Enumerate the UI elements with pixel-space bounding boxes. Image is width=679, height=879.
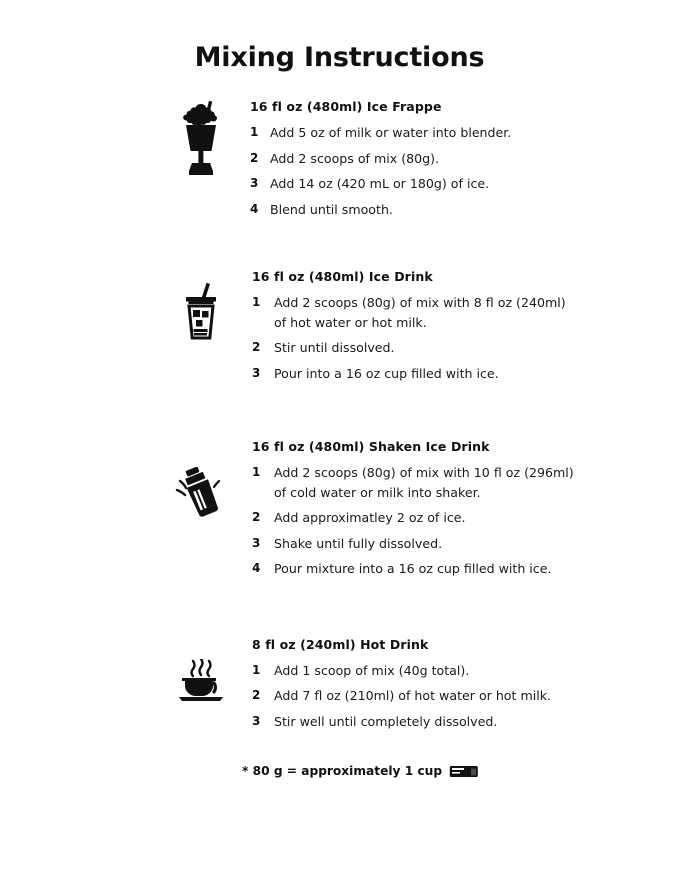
step-text: Pour into a 16 oz cup filled with ice. — [274, 365, 499, 381]
list-item — [250, 200, 679, 220]
step-number: 2 — [250, 150, 259, 165]
section-heading: 16 fl oz (480ml) Shaken Ice Drink — [252, 439, 490, 455]
step-text: Add 14 oz (420 mL or 180g) of ice. — [270, 176, 490, 192]
step-text: Pour mixture into a 16 oz cup filled with ice. — [274, 561, 552, 577]
cocktail-shaker-icon — [173, 465, 229, 523]
page-title: Mixing Instructions — [194, 42, 485, 73]
step-number: 3 — [252, 535, 261, 550]
list-item — [252, 508, 679, 528]
steps-list — [252, 463, 679, 579]
step-number: 1 — [252, 465, 261, 480]
section-heading: 16 fl oz (480ml) Ice Frappe — [250, 99, 442, 114]
step-number: 2 — [252, 340, 261, 355]
list-item — [250, 149, 679, 169]
section-heading: 8 fl oz (240ml) Hot Drink — [252, 636, 429, 652]
list-item — [252, 686, 679, 706]
footnote — [0, 763, 679, 779]
list-item — [252, 712, 679, 732]
step-text: Add approximatley 2 oz of ice. — [274, 510, 466, 526]
step-text: Stir until dissolved. — [274, 340, 395, 356]
section-body — [252, 439, 679, 585]
measuring-cup-icon — [449, 763, 479, 779]
section-icon-container — [160, 465, 242, 523]
section-icon-container — [160, 659, 242, 705]
frappe-glass-icon — [173, 101, 229, 175]
section-body — [252, 637, 679, 738]
step-number: 3 — [252, 365, 261, 380]
sections-list — [0, 99, 679, 737]
step-number: 2 — [252, 510, 261, 525]
step-text: Add 2 scoops (80g) of mix with 10 fl oz (296ml) of cold water or milk into shaker. — [274, 465, 574, 500]
step-text: Add 2 scoops (80g) of mix with 8 fl oz (240ml) of hot water or hot milk. — [274, 295, 566, 330]
step-text: Add 7 fl oz (210ml) of hot water or hot milk. — [274, 688, 552, 704]
step-number: 1 — [252, 295, 261, 310]
list-item — [252, 293, 679, 332]
step-number: 1 — [252, 662, 261, 677]
iced-cup-straw-icon — [173, 283, 229, 343]
steps-list — [252, 293, 679, 383]
section-ice-drink — [0, 269, 679, 389]
step-text: Add 5 oz of milk or water into blender. — [270, 125, 512, 140]
step-number: 3 — [250, 176, 259, 191]
step-text: Stir well until completely dissolved. — [274, 713, 498, 729]
step-number: 4 — [250, 201, 259, 216]
section-heading: 16 fl oz (480ml) Ice Drink — [252, 269, 433, 285]
step-text: Add 2 scoops of mix (80g). — [270, 150, 440, 166]
list-item — [252, 661, 679, 681]
list-item — [250, 174, 679, 194]
step-text: Add 1 scoop of mix (40g total). — [274, 662, 470, 678]
section-icon-container — [160, 101, 242, 175]
section-body — [250, 99, 679, 225]
section-shaken-ice-drink — [0, 439, 679, 585]
section-body — [252, 269, 679, 389]
step-number: 1 — [250, 125, 259, 139]
list-item — [252, 364, 679, 384]
list-item — [252, 559, 679, 579]
steps-list — [250, 123, 679, 219]
section-ice-frappe — [0, 99, 679, 225]
step-number: 3 — [252, 713, 261, 728]
list-item — [252, 338, 679, 358]
step-text: Blend until smooth. — [270, 201, 393, 217]
section-icon-container — [160, 283, 242, 343]
step-text: Shake until fully dissolved. — [274, 535, 443, 551]
step-number: 4 — [252, 561, 261, 576]
steps-list — [252, 661, 679, 732]
list-item — [250, 123, 679, 143]
list-item — [252, 534, 679, 554]
section-hot-drink — [0, 637, 679, 738]
footnote-text: * 80 g = approximately 1 cup — [242, 764, 443, 779]
step-number: 2 — [252, 688, 261, 703]
hot-coffee-cup-icon — [173, 659, 229, 705]
list-item — [252, 463, 679, 502]
